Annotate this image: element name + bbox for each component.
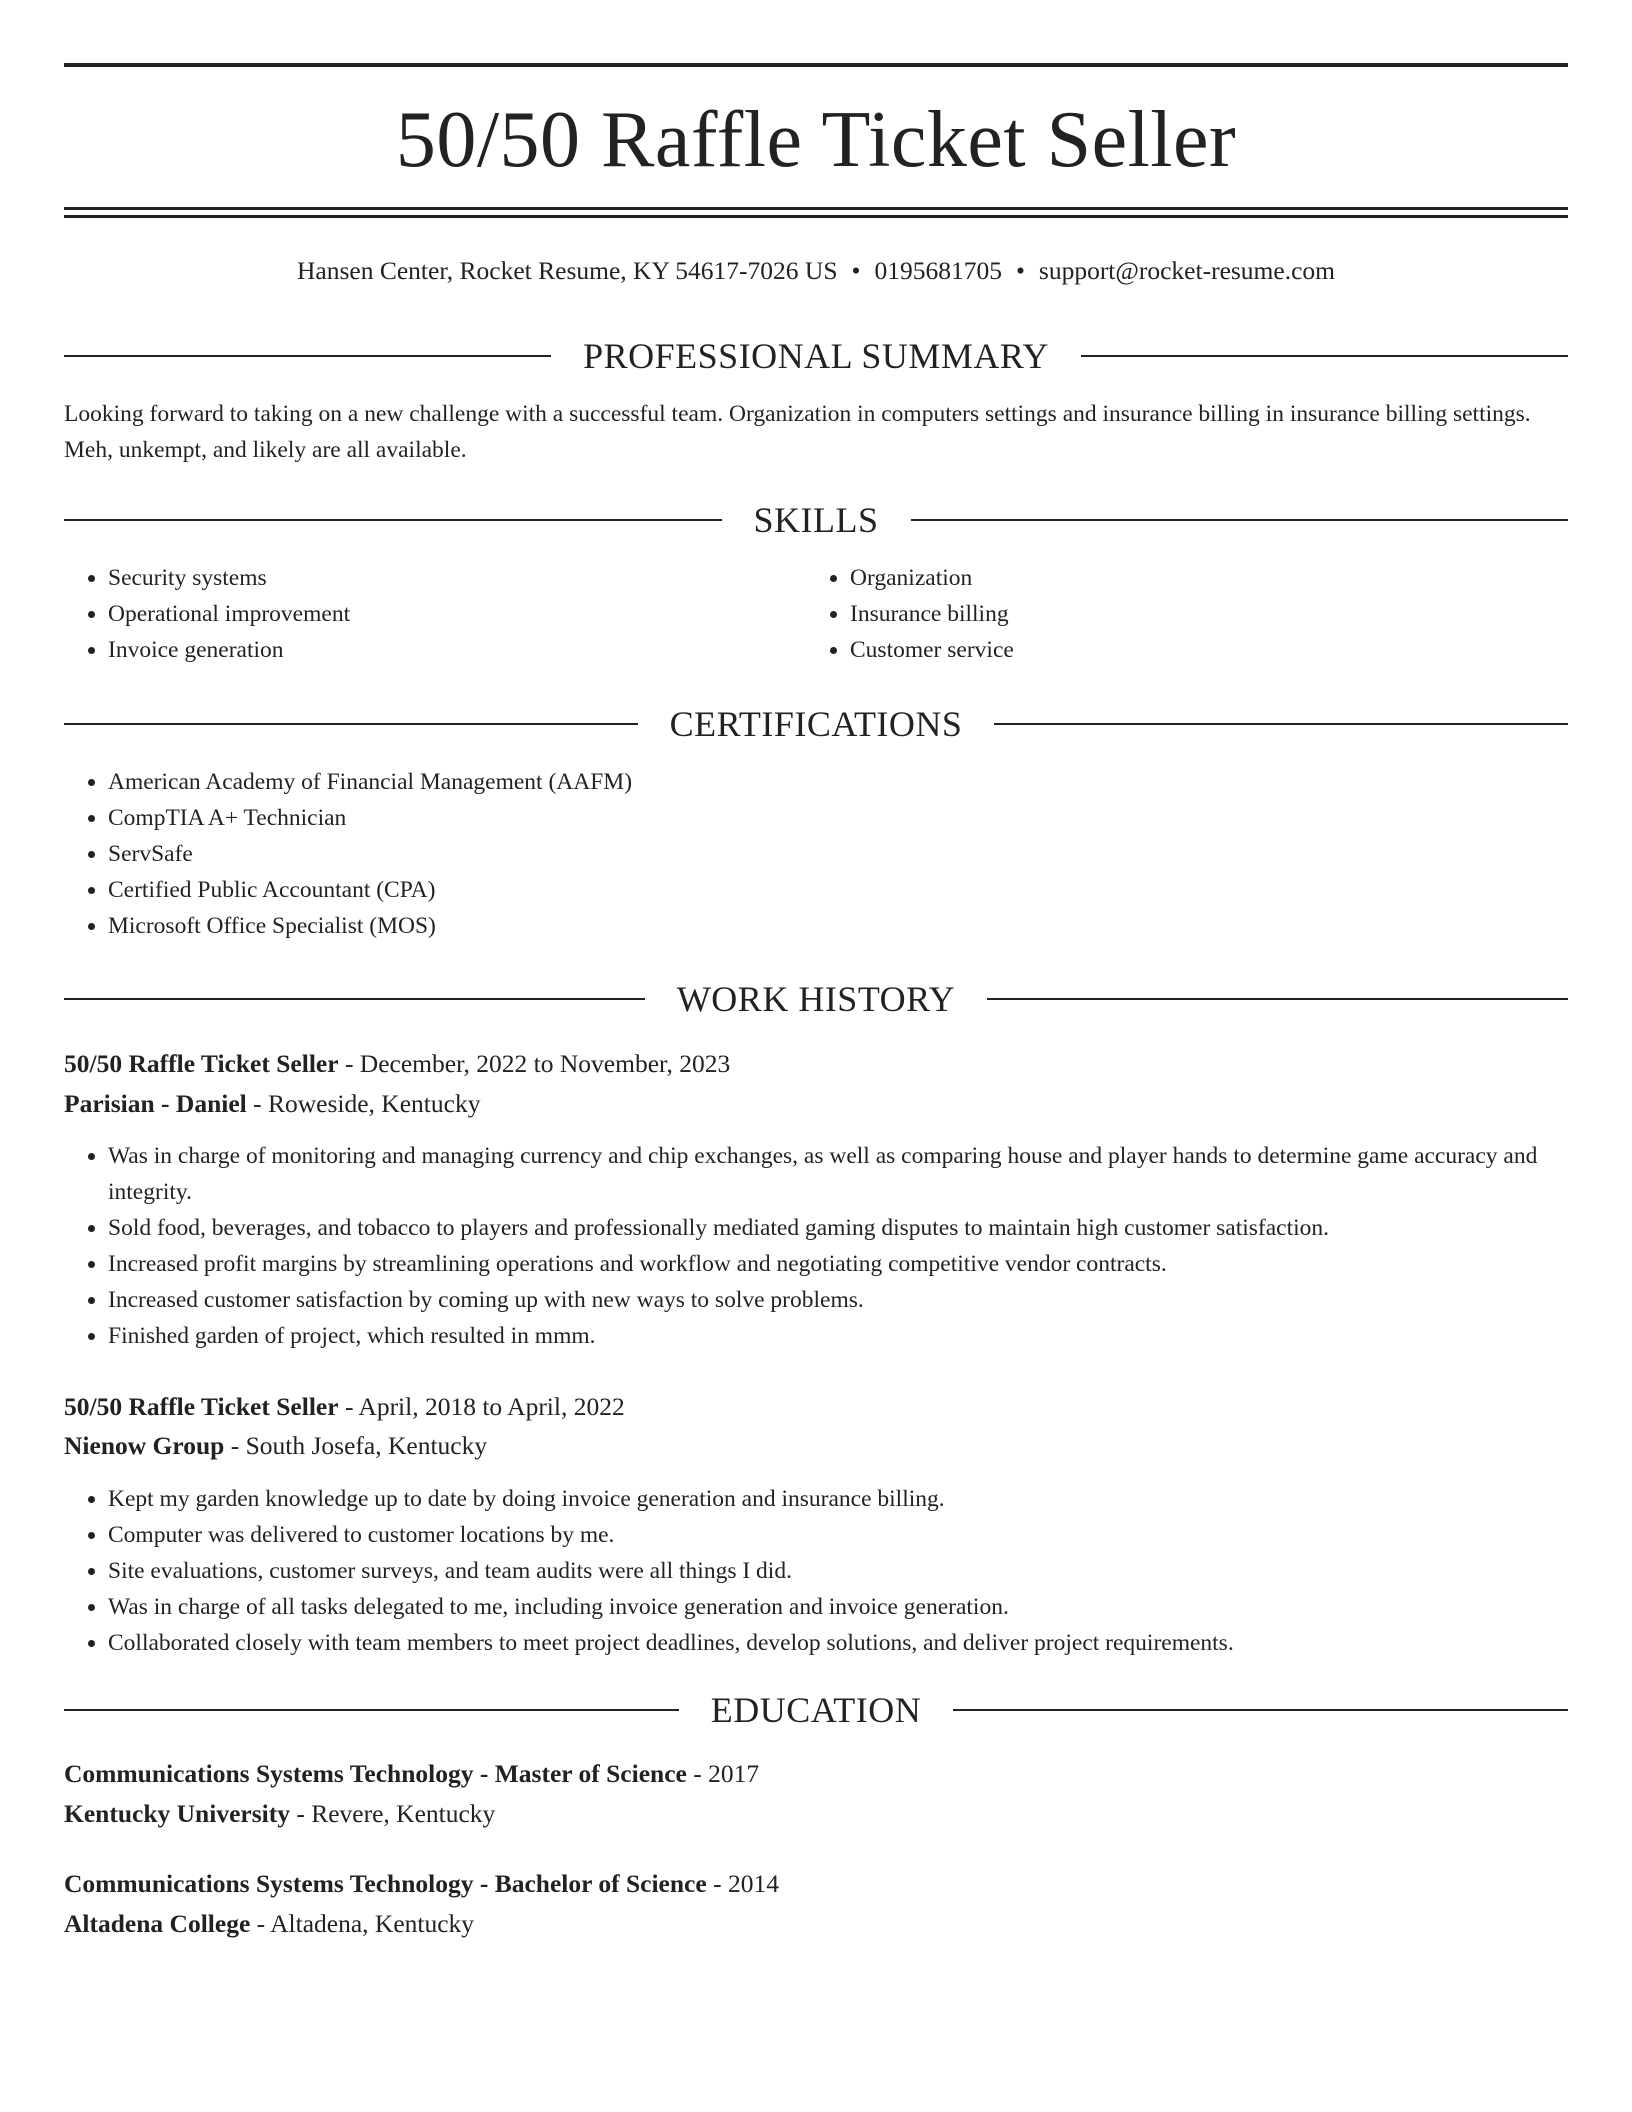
heading-rule-left [64,1709,679,1711]
skills-list-right [806,560,1014,668]
education-location: - Revere, Kentucky [296,1799,496,1828]
contact-separator: • [851,256,861,285]
heading-rule-left [64,519,722,521]
contact-separator: • [1015,256,1025,285]
education-degree-line [64,1865,1568,1903]
job-title: 50/50 Raffle Ticket Seller [64,1049,339,1078]
certifications-list [64,764,632,944]
job-bullets [64,1481,1568,1661]
heading-rule-left [64,355,551,357]
education-school-line [64,1795,1568,1833]
section-title: SKILLS [753,500,879,540]
job-bullet: • Sold food, beverages, and tobacco to players and professionally mediated gaming disputes to maintain high customer satisfaction. [108,1210,1568,1246]
education-year: - 2017 [693,1759,760,1788]
job-title: 50/50 Raffle Ticket Seller [64,1392,339,1421]
contact-address: Hansen Center, Rocket Resume, KY 54617-7026 US [296,256,838,285]
section-title: WORK HISTORY [676,979,956,1019]
heading-rule-left [64,723,638,725]
skill-item: • Organization [850,560,1014,596]
job-location: - Roweside, Kentucky [253,1089,481,1118]
job-bullet: • Increased customer satisfaction by coming up with new ways to solve problems. [108,1282,1568,1318]
education-school: Kentucky University [64,1799,290,1828]
job-bullet: • Increased profit margins by streamlining operations and workflow and negotiating competitive vendor contracts. [108,1246,1568,1282]
contact-phone: 0195681705 [874,256,1002,285]
heading-rule-right [1081,355,1568,357]
certification-item: • American Academy of Financial Management (AAFM) [108,764,632,800]
heading-rule-right [987,998,1568,1000]
job-bullet: • Kept my garden knowledge up to date by doing invoice generation and insurance billing. [108,1481,1568,1517]
education-heading [64,1688,1568,1732]
education-degree: Communications Systems Technology - Master of Science [64,1759,687,1788]
contact-line [64,253,1568,289]
resume-name: 50/50 Raffle Ticket Seller [395,96,1237,184]
section-title: PROFESSIONAL SUMMARY [583,336,1049,376]
certifications-heading [64,702,1568,746]
job-bullet: • Was in charge of all tasks delegated to me, including invoice generation and invoice generation. [108,1589,1568,1625]
job-dates: - December, 2022 to November, 2023 [344,1049,731,1078]
skill-item: • Customer service [850,632,1014,668]
education-school: Altadena College [64,1909,251,1938]
job-dates: - April, 2018 to April, 2022 [344,1392,625,1421]
education-degree-line [64,1755,1568,1793]
summary-heading [64,334,1568,378]
skill-item: • Invoice generation [108,632,350,668]
job-bullet: • Finished garden of project, which resulted in mmm. [108,1318,1568,1354]
certification-item: • CompTIA A+ Technician [108,800,632,836]
job-bullet: • Collaborated closely with team members to meet project deadlines, develop solutions, and deliver project requirements. [108,1625,1568,1661]
summary-text: Looking forward to taking on a new challenge with a successful team. Organization in computers settings and insurance billing in insurance billing settings. Meh, unkempt, and likely are all available. [64,401,1531,463]
skill-item: • Security systems [108,560,350,596]
section-title: CERTIFICATIONS [669,704,963,744]
job-title-line [64,1388,1568,1426]
top-rule [64,63,1568,67]
heading-rule-right [911,519,1569,521]
job-bullet: • Was in charge of monitoring and managing currency and chip exchanges, as well as comparing house and player hands to determine game accuracy and integrity. [108,1138,1568,1210]
job-company-line [64,1085,1568,1123]
job-company-line [64,1427,1568,1465]
skill-item: • Operational improvement [108,596,350,632]
job-bullets [64,1138,1568,1354]
education-location: - Altadena, Kentucky [256,1909,475,1938]
heading-rule-right [953,1709,1568,1711]
work-heading [64,977,1568,1021]
heading-rule-right [994,723,1568,725]
job-bullet: • Site evaluations, customer surveys, and team audits were all things I did. [108,1553,1568,1589]
heading-rule-left [64,998,645,1000]
education-year: - 2014 [713,1869,779,1898]
contact-email: support@rocket-resume.com [1038,256,1335,285]
job-company: Parisian - Daniel [64,1089,247,1118]
certification-item: • ServSafe [108,836,632,872]
education-school-line [64,1905,1568,1943]
education-degree: Communications Systems Technology - Bachelor of Science [64,1869,707,1898]
job-bullet: • Computer was delivered to customer locations by me. [108,1517,1568,1553]
job-title-line [64,1045,1568,1083]
certification-item: • Microsoft Office Specialist (MOS) [108,908,632,944]
certification-item: • Certified Public Accountant (CPA) [108,872,632,908]
job-location: - South Josefa, Kentucky [230,1431,488,1460]
double-rule [64,207,1568,218]
job-company: Nienow Group [64,1431,225,1460]
skills-heading [64,498,1568,542]
section-title: EDUCATION [710,1690,922,1730]
skills-list-left [64,560,350,668]
skill-item: • Insurance billing [850,596,1014,632]
